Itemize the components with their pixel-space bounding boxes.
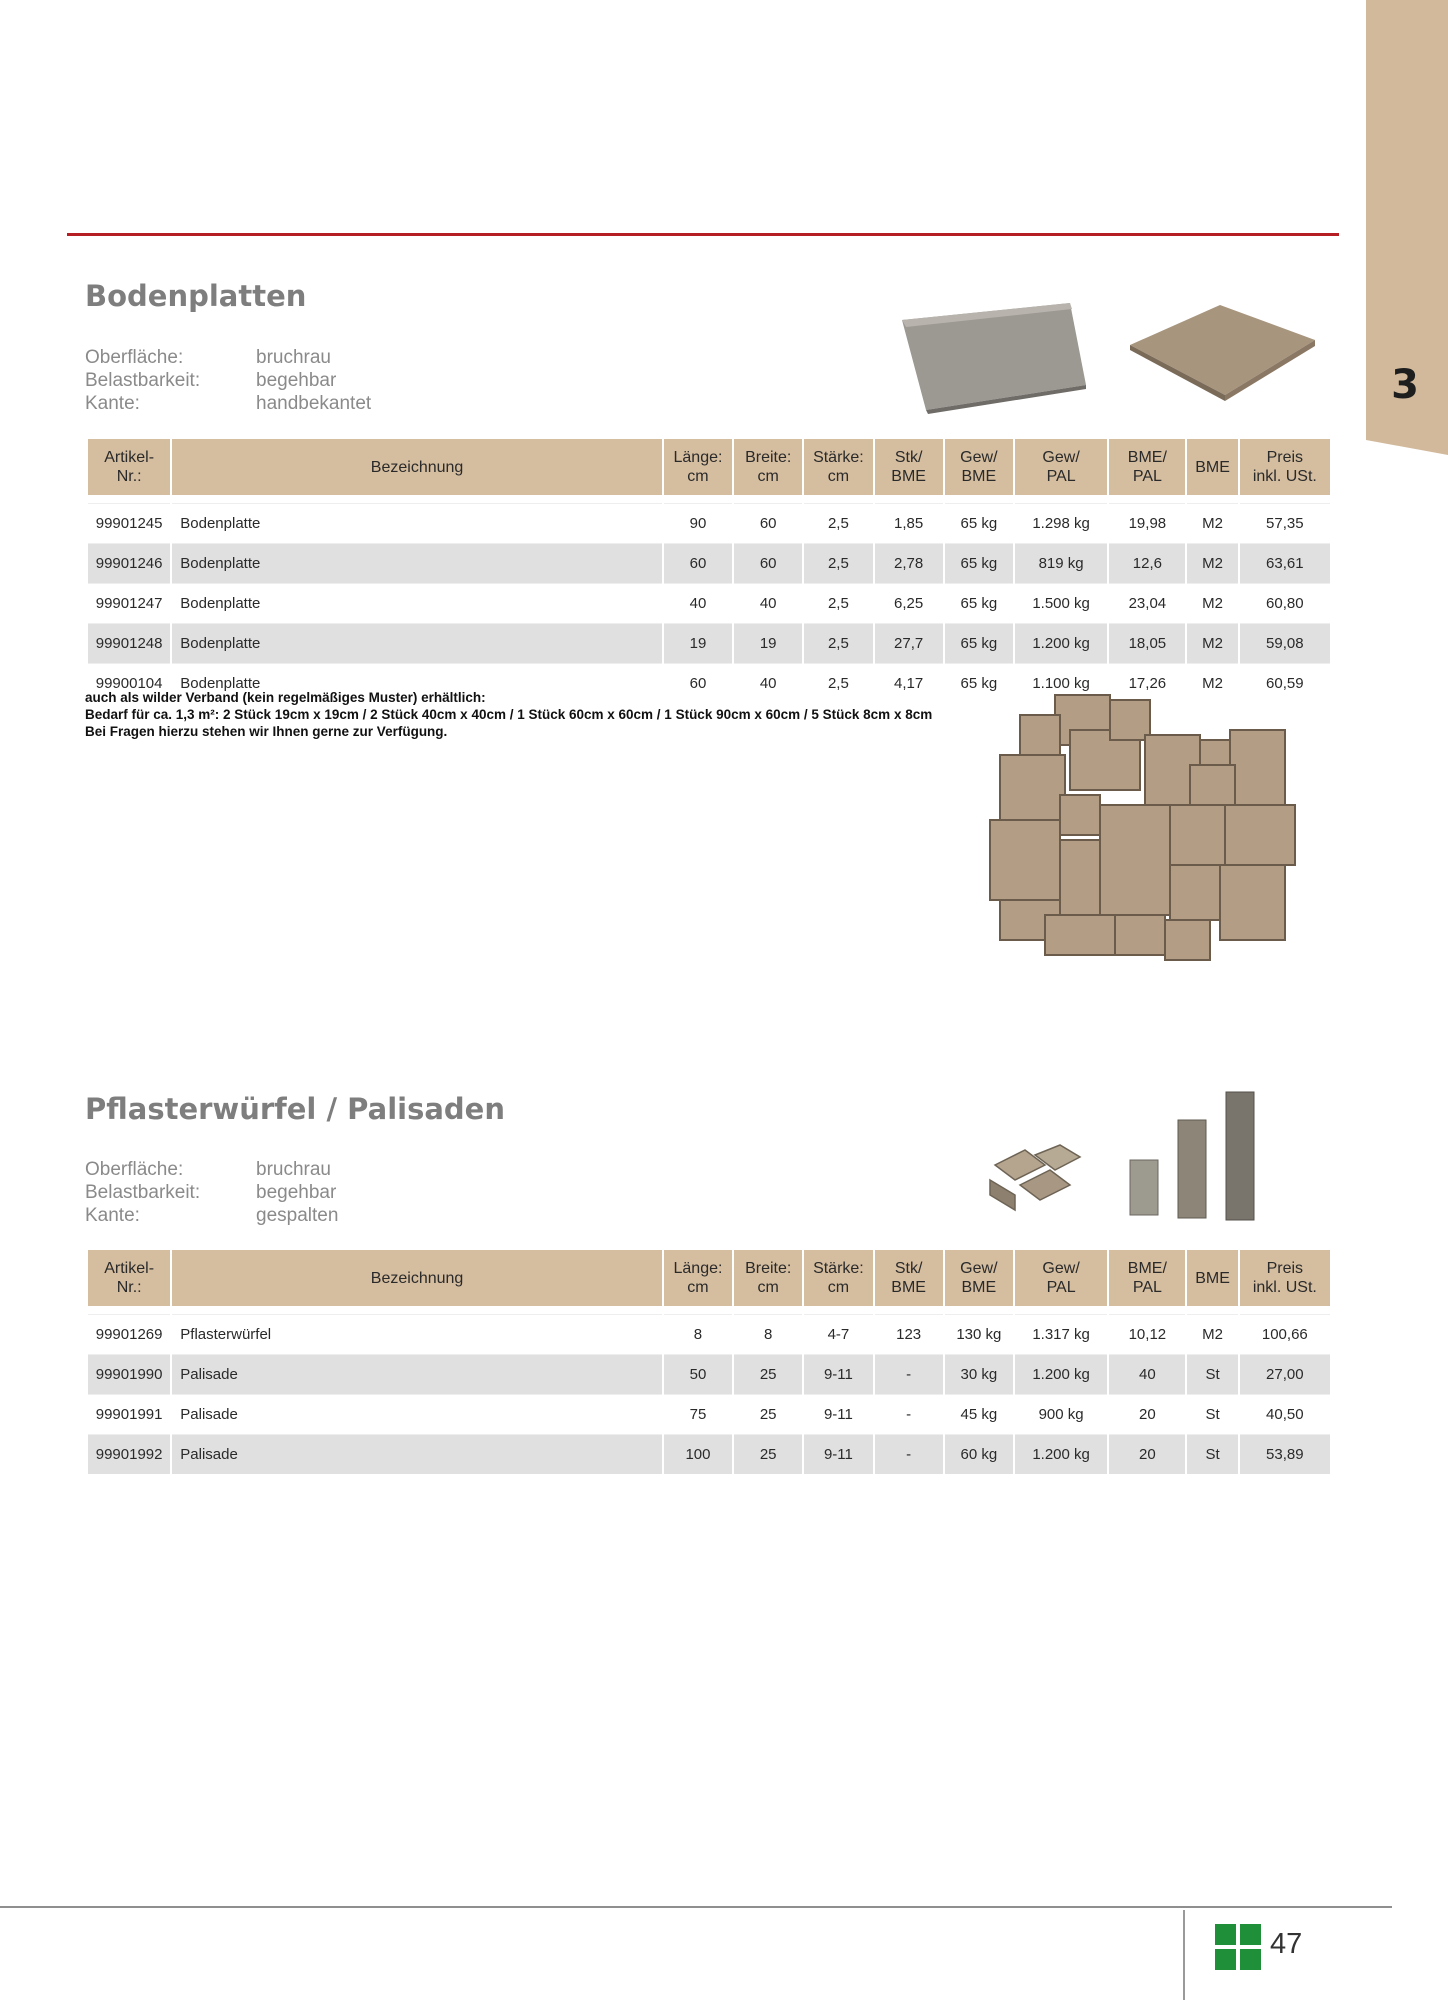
table-cell: 99901990 [88,1354,170,1394]
table-cell: 900 kg [1015,1394,1107,1434]
table-cell: 17,26 [1109,663,1185,703]
table-cell: Palisade [172,1354,662,1394]
prop-value: bruchrau [256,1159,331,1180]
table-cell: Bodenplatte [172,663,662,703]
table-cell: 99901991 [88,1394,170,1434]
table-cell: 19 [664,623,732,663]
prop-label: Belastbarkeit: [85,370,201,391]
col-header: Artikel- Nr.: [88,439,170,495]
table-cell: 25 [734,1394,802,1434]
table-cell: 2,5 [804,503,872,543]
table-cell: 1.200 kg [1015,1354,1107,1394]
table-pflasterwuerfel [86,1250,1332,1474]
table-cell: 1.500 kg [1015,583,1107,623]
col-header: Stk/ BME [875,439,943,495]
table-cell: Palisade [172,1394,662,1434]
table-row [88,1434,1330,1474]
col-header: Breite: cm [734,439,802,495]
table-cell: 60 [734,503,802,543]
table-cell: 1,85 [875,503,943,543]
col-header: Stk/ BME [875,1250,943,1306]
table-cell: 19,98 [1109,503,1185,543]
table-cell: 90 [664,503,732,543]
table-cell: 8 [664,1314,732,1354]
table-cell: 2,5 [804,623,872,663]
prop-value: begehbar [256,370,337,391]
table-cell: 65 kg [945,543,1013,583]
table-cell: 60 [664,543,732,583]
prop-label: Oberfläche: [85,1159,184,1180]
table-cell: 99900104 [88,663,170,703]
col-header: Preis inkl. USt. [1240,439,1330,495]
table-cell: 60,80 [1240,583,1330,623]
table-cell: 60 [734,543,802,583]
photo-grey-slab [890,285,1090,425]
table-cell: M2 [1187,583,1237,623]
table-cell: 819 kg [1015,543,1107,583]
table-cell: 1.200 kg [1015,623,1107,663]
col-header: Gew/ BME [945,1250,1013,1306]
table-cell: 40 [1109,1354,1185,1394]
page-number: 47 [1270,1928,1303,1960]
table-cell: 65 kg [945,503,1013,543]
table-cell: 40 [734,583,802,623]
table-cell: St [1187,1394,1237,1434]
table-cell: Bodenplatte [172,583,662,623]
table-cell: 50 [664,1354,732,1394]
table-cell: 20 [1109,1434,1185,1474]
table-cell: 19 [734,623,802,663]
table-row [88,1314,1330,1354]
table-cell: 100,66 [1240,1314,1330,1354]
table-cell: M2 [1187,503,1237,543]
table-cell: - [875,1394,943,1434]
table-row [88,1354,1330,1394]
prop-label: Kante: [85,393,140,414]
properties-pflasterwuerfel [85,1158,338,1227]
col-header: Länge: cm [664,439,732,495]
table-cell: Bodenplatte [172,543,662,583]
table-row [88,623,1330,663]
col-header: Bezeichnung [172,439,662,495]
col-header: Artikel- Nr.: [88,1250,170,1306]
table-cell: 99901248 [88,623,170,663]
table-cell: 9-11 [804,1354,872,1394]
table-cell: 75 [664,1394,732,1434]
col-header: Stärke: cm [804,1250,872,1306]
table-cell: 25 [734,1434,802,1474]
table-cell: 60,59 [1240,663,1330,703]
table-cell: 130 kg [945,1314,1013,1354]
col-header: Gew/ PAL [1015,439,1107,495]
header-rule [67,233,1339,236]
section-title-bodenplatten: Bodenplatten [85,279,307,313]
table-cell: 6,25 [875,583,943,623]
table-cell: Bodenplatte [172,503,662,543]
table-cell: 40 [664,583,732,623]
table-cell: 57,35 [1240,503,1330,543]
col-header: BME/ PAL [1109,1250,1185,1306]
prop-value: bruchrau [256,347,331,368]
table-cell: 99901245 [88,503,170,543]
table-cell: 60 kg [945,1434,1013,1474]
col-header: BME [1187,1250,1237,1306]
table-row [88,583,1330,623]
table-cell: 40 [734,663,802,703]
table-cell: 1.317 kg [1015,1314,1107,1354]
photo-palisaden [1120,1090,1270,1225]
table-cell: 23,04 [1109,583,1185,623]
table-cell: 65 kg [945,623,1013,663]
table-cell: 9-11 [804,1434,872,1474]
table-cell: 18,05 [1109,623,1185,663]
table-cell: M2 [1187,543,1237,583]
photo-beige-slab [1110,285,1330,415]
col-header: BME/ PAL [1109,439,1185,495]
table-cell: 99901247 [88,583,170,623]
table-cell: 30 kg [945,1354,1013,1394]
col-header: Breite: cm [734,1250,802,1306]
table-cell: M2 [1187,663,1237,703]
table-cell: 99901992 [88,1434,170,1474]
footer-divider [1183,1910,1185,2000]
table-cell: 99901269 [88,1314,170,1354]
table-cell: 1.200 kg [1015,1434,1107,1474]
table-cell: 27,00 [1240,1354,1330,1394]
photo-wilder-verband [985,690,1325,980]
col-header: Stärke: cm [804,439,872,495]
table-cell: 4,17 [875,663,943,703]
table-cell: 65 kg [945,663,1013,703]
table-cell: 63,61 [1240,543,1330,583]
table-cell: 40,50 [1240,1394,1330,1434]
table-cell: 9-11 [804,1394,872,1434]
table-cell: 8 [734,1314,802,1354]
table-cell: 2,78 [875,543,943,583]
prop-value: gespalten [256,1205,339,1226]
table-cell: 1.100 kg [1015,663,1107,703]
table-row [88,1394,1330,1434]
col-header: Gew/ BME [945,439,1013,495]
prop-value: begehbar [256,1182,337,1203]
table-cell: 53,89 [1240,1434,1330,1474]
table-cell: Pflasterwürfel [172,1314,662,1354]
prop-label: Belastbarkeit: [85,1182,201,1203]
prop-value: handbekantet [256,393,372,414]
note-wilder-verband: auch als wilder Verband (kein regelmäßiges Muster) erhältlich: Bedarf für ca. 1,3 m²: 2 Stück 19cm x 19cm / 2 Stück 40cm x 40cm / 1 Stück 60cm x 60cm / 1 Stück 90cm x 60cm / 5 Stück 8cm x 8cm Bei Fragen hierzu stehen wir Ihnen gerne zur Verfügung. [85,690,933,739]
col-header: Bezeichnung [172,1250,662,1306]
table-cell: 20 [1109,1394,1185,1434]
prop-label: Oberfläche: [85,347,184,368]
footer-rule [0,1906,1392,1908]
table-cell: 100 [664,1434,732,1474]
table-cell: 45 kg [945,1394,1013,1434]
table-cell: 10,12 [1109,1314,1185,1354]
table-bodenplatten [86,439,1332,703]
table-cell: 99901246 [88,543,170,583]
table-cell: 25 [734,1354,802,1394]
table-cell: - [875,1434,943,1474]
table-cell: - [875,1354,943,1394]
table-cell: St [1187,1434,1237,1474]
table-cell: 2,5 [804,583,872,623]
table-cell: 123 [875,1314,943,1354]
table-cell: 1.298 kg [1015,503,1107,543]
table-cell: M2 [1187,1314,1237,1354]
table-row [88,503,1330,543]
col-header: BME [1187,439,1237,495]
col-header: Länge: cm [664,1250,732,1306]
table-cell: St [1187,1354,1237,1394]
table-cell: Bodenplatte [172,623,662,663]
table-cell: 60 [664,663,732,703]
table-cell: 2,5 [804,543,872,583]
table-cell: 27,7 [875,623,943,663]
photo-pflasterwuerfel [975,1125,1090,1225]
chapter-number: 3 [1391,362,1419,408]
properties-bodenplatten [85,346,371,415]
table-cell: 65 kg [945,583,1013,623]
table-row [88,543,1330,583]
table-cell: M2 [1187,623,1237,663]
table-cell: 4-7 [804,1314,872,1354]
table-cell: 12,6 [1109,543,1185,583]
col-header: Gew/ PAL [1015,1250,1107,1306]
section-title-pflasterwuerfel: Pflasterwürfel / Palisaden [85,1092,505,1126]
col-header: Preis inkl. USt. [1240,1250,1330,1306]
table-cell: 59,08 [1240,623,1330,663]
brand-logo-icon [1215,1924,1261,1970]
table-cell: Palisade [172,1434,662,1474]
table-cell: 2,5 [804,663,872,703]
prop-label: Kante: [85,1205,140,1226]
